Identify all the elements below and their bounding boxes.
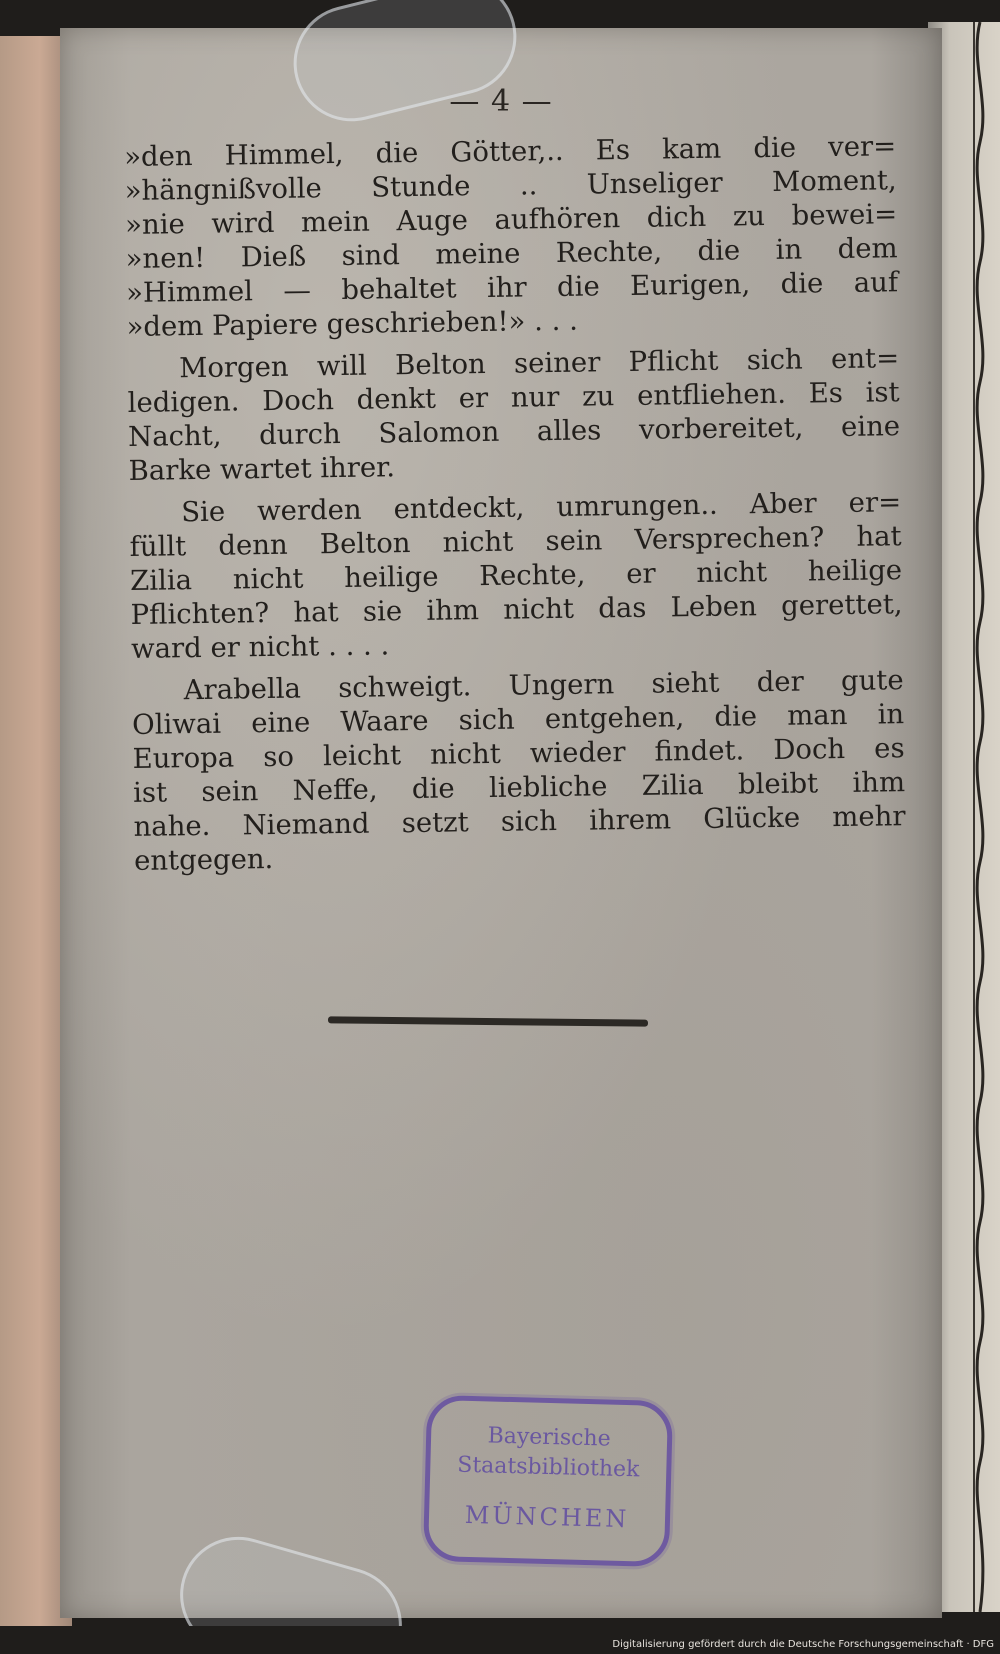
text-line: Sie werden entdeckt, umrungen.. Aber er= xyxy=(180,486,902,529)
funding-credit: Digitalisierung gefördert durch die Deutsche Forschungsgemeinschaft · DFG xyxy=(612,1639,994,1650)
text-line: »nen! Dieß sind meine Rechte, die in dem xyxy=(125,232,898,275)
text-line: ist sein Neffe, die liebliche Zilia bleibt ihm xyxy=(132,766,906,809)
text-line: »dem Papiere geschrieben!» . . . xyxy=(126,304,579,343)
page-number: — 4 — xyxy=(449,84,553,119)
text-line: ward er nicht . . . . xyxy=(130,629,390,665)
text-line: Arabella schweigt. Ungern sieht der gute xyxy=(183,664,904,707)
text-line: Nacht, durch Salomon alles vorbereitet, eine xyxy=(127,410,901,453)
page-body-text xyxy=(124,129,906,878)
ornamental-border-icon xyxy=(968,22,992,1612)
footer-bar xyxy=(0,1626,1000,1654)
end-rule xyxy=(328,1016,648,1026)
library-stamp xyxy=(423,1395,673,1567)
text-line: Europa so leicht nicht wieder findet. Doch es xyxy=(132,732,905,775)
stamp-line: Bayerische xyxy=(487,1423,611,1452)
text-line: nahe. Niemand setzt sich ihrem Glücke mehr xyxy=(133,800,906,843)
text-line: »hängnißvolle Stunde .. Unseliger Moment, xyxy=(124,164,897,207)
stamp-line: Staatsbibliothek xyxy=(456,1452,640,1483)
text-line: »Himmel — behaltet ihr die Eurigen, die auf xyxy=(125,266,899,309)
text-line: Zilia nicht heilige Rechte, er nicht heilige xyxy=(129,554,903,597)
book-page xyxy=(60,28,942,1618)
text-line: Barke wartet ihrer. xyxy=(128,451,396,487)
text-line: entgegen. xyxy=(133,842,274,877)
text-line: Oliwai eine Waare sich entgehen, die man in xyxy=(131,698,905,741)
text-line: »den Himmel, die Götter,.. Es kam die ver= xyxy=(124,130,897,173)
text-line: »nie wird mein Auge aufhören dich zu bewei= xyxy=(124,198,898,241)
text-line: Morgen will Belton seiner Pflicht sich ent= xyxy=(178,342,900,385)
text-line: Pflichten? hat sie ihm nicht das Leben gerettet, xyxy=(130,588,903,631)
text-line: ledigen. Doch denkt er nur zu entfliehen. Es ist xyxy=(127,376,900,419)
stamp-line: MÜNCHEN xyxy=(464,1500,630,1534)
text-line: füllt denn Belton nicht sein Versprechen? hat xyxy=(129,520,902,563)
